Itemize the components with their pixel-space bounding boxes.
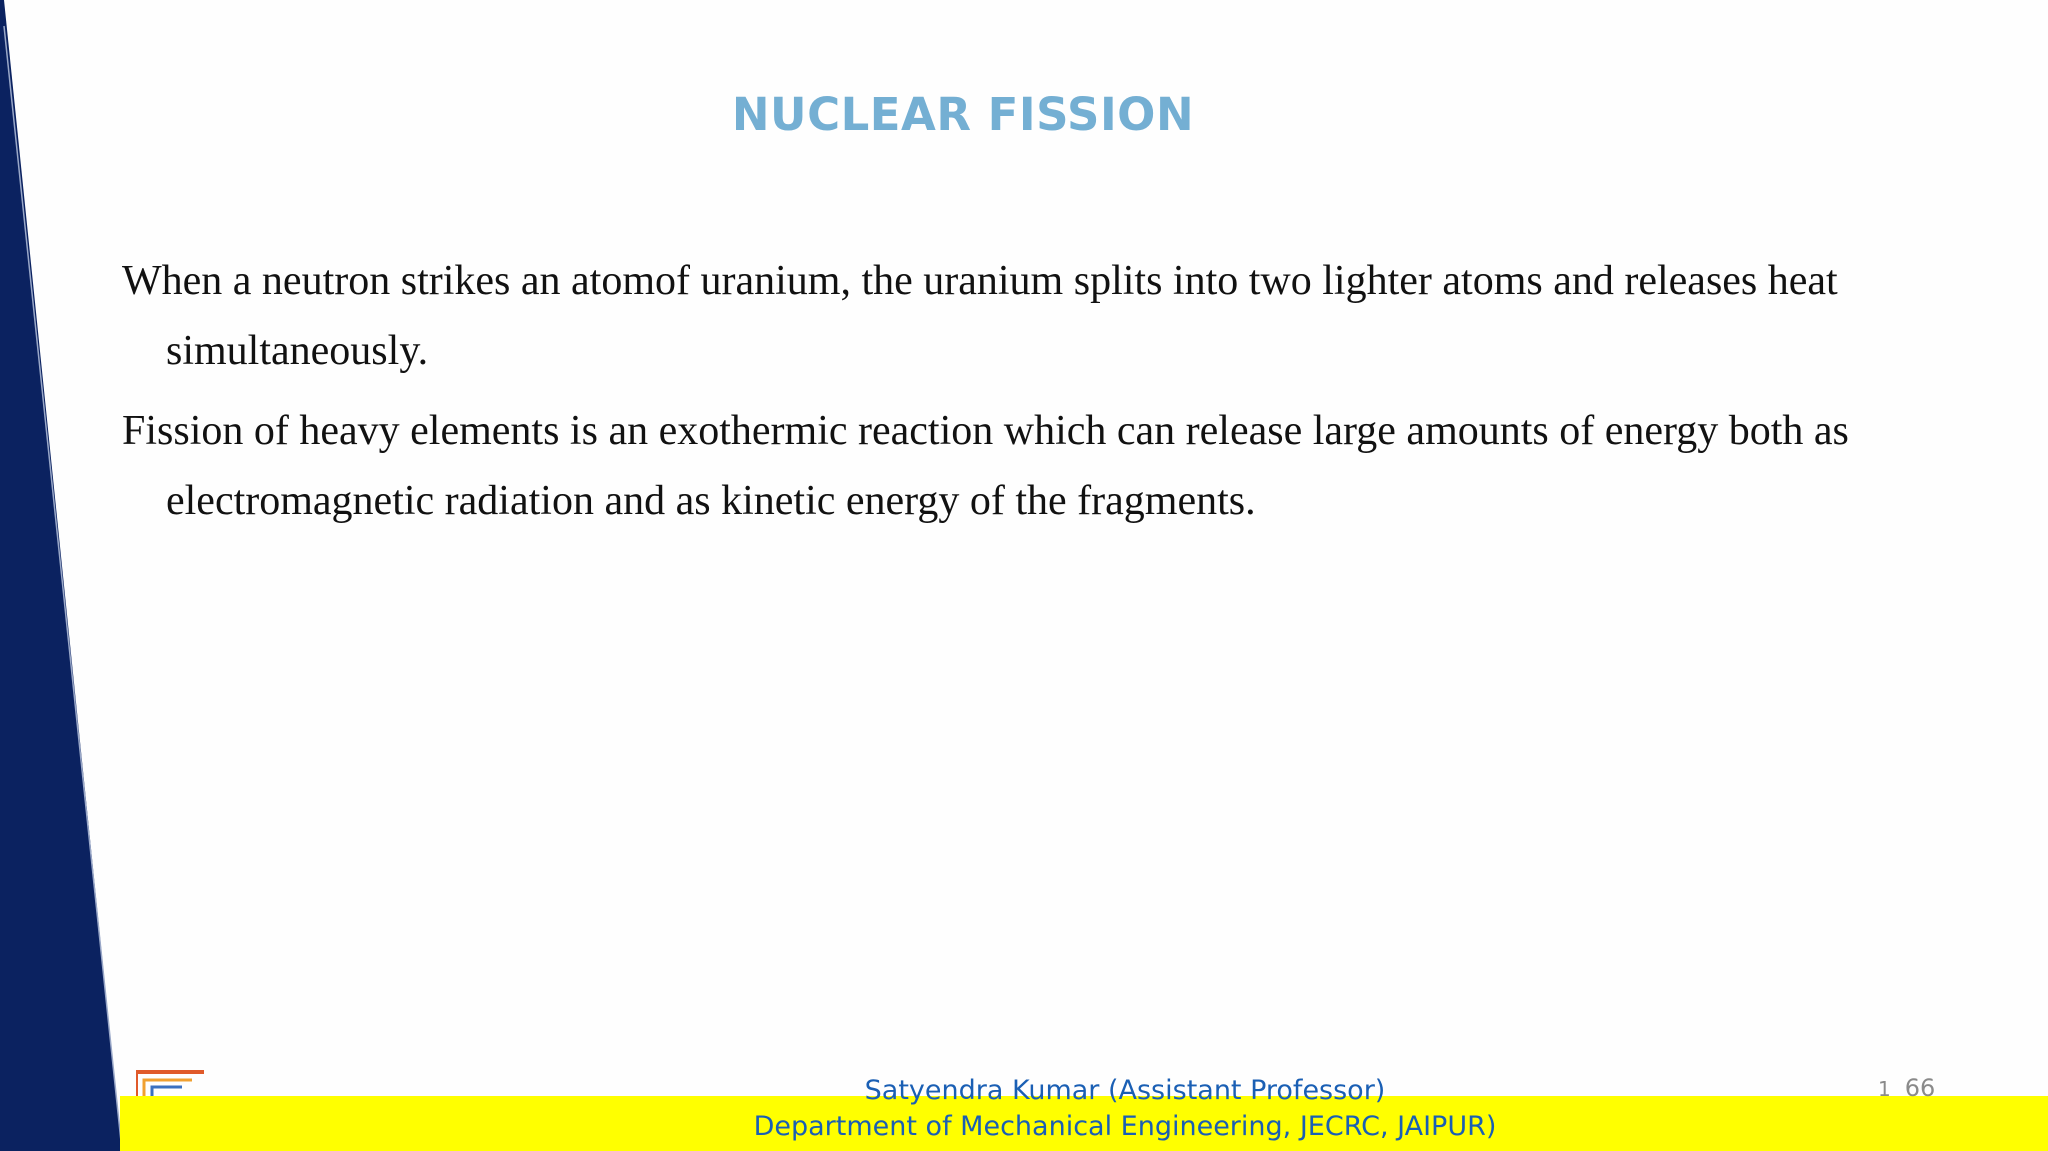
page-number xyxy=(1878,1074,1935,1102)
footer-department: Department of Mechanical Engineering, JECRC, JAIPUR) xyxy=(753,1111,1497,1142)
slide-title: NUCLEAR FISSION xyxy=(731,88,1195,141)
paragraph-fission-energy: Fission of heavy elements is an exothermic reaction which can release large amounts of energy both as electromagnetic radiation and as kinetic energy of the fragments. xyxy=(122,408,1849,524)
slide-body xyxy=(122,246,1982,546)
left-decorative-wedge xyxy=(0,0,130,1151)
paragraph-fission-definition: When a neutron strikes an atomof uranium, the uranium splits into two lighter atoms and releases heat simultaneously. xyxy=(122,258,1838,374)
footer-author: Satyendra Kumar (Assistant Professor) xyxy=(864,1075,1386,1106)
page-number-value: 66 xyxy=(1904,1074,1936,1102)
page-marker: 1 xyxy=(1878,1077,1891,1101)
